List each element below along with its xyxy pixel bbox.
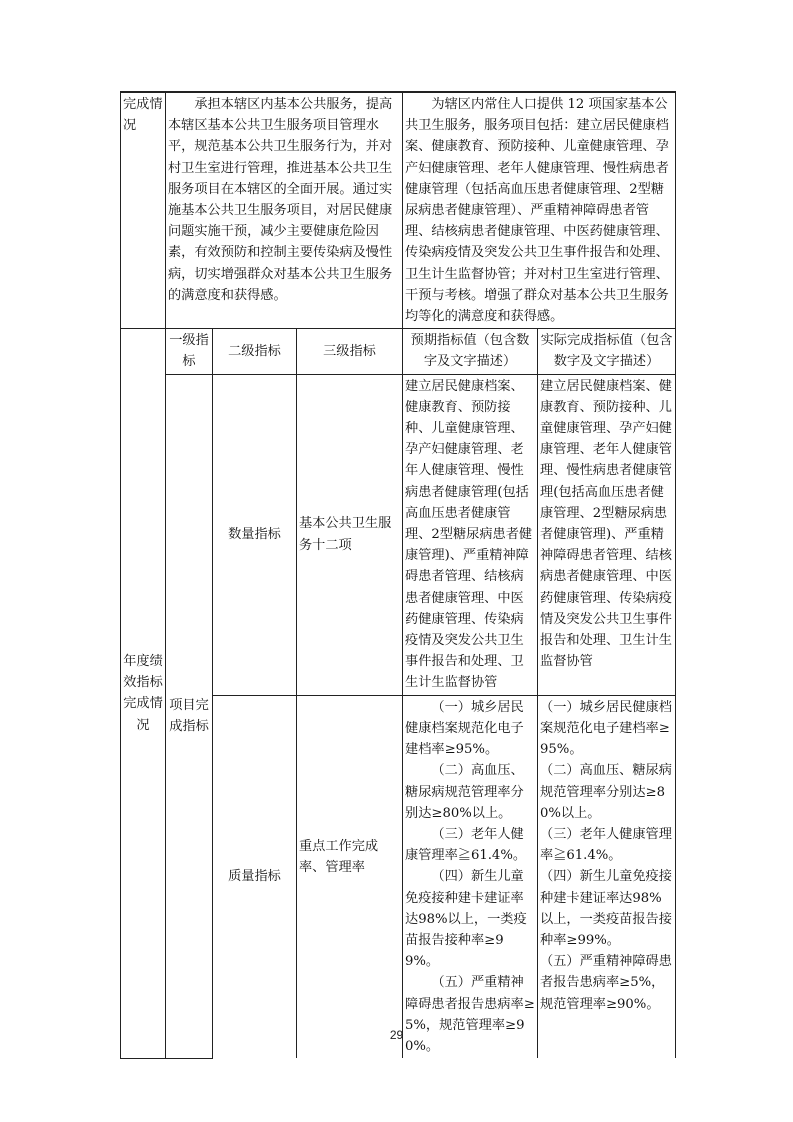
quantity-level3: 基本公共卫生服务十二项	[297, 374, 403, 695]
page-number: 29	[389, 1028, 404, 1042]
quantity-row	[121, 374, 676, 695]
indicator-header-row	[121, 329, 676, 374]
quantity-actual: 建立居民健康档案、健康教育、预防接种、儿童健康管理、孕产妇健康管理、老年人健康管理、慢性病患者健康管理(包括高血压患者健康管理、2型糖尿病患者健康管理)、严重精神障碍患者管理、结核病患者健康管理、中医药健康管理、传染病疫情及突发公共卫生事件报告和处理、卫生计生监督协管	[538, 374, 676, 695]
completion-label: 完成情况	[121, 92, 166, 329]
quality-expected-item: （一）城乡居民健康档案规范化电子建档率≥95%。	[405, 699, 524, 758]
quality-level2: 质量指标	[213, 695, 297, 1058]
header-actual: 实际完成指标值（包含数字及文字描述）	[538, 329, 676, 374]
header-level3: 三级指标	[297, 329, 403, 374]
quality-expected-item: （五）严重精神障碍患者报告患病率≥5%，规范管理率≥90%。	[405, 975, 535, 1054]
completion-target-text: 承担本辖区内基本公共服务，提高本辖区基本公共卫生服务项目管理水平，规范基本公共卫生服务行为，并对村卫生室进行管理，推进基本公共卫生服务项目在本辖区的全面开展。通过实施基本公共卫生服务项目，对居民健康问题实施干预，减少主要健康危险因素，有效预防和控制主要传染病及慢性病，切实增强群众对基本公共卫生服务的满意度和获得感。	[166, 92, 403, 329]
performance-table	[120, 91, 676, 1059]
completion-actual-text: 为辖区内常住人口提供 12 项国家基本公共卫生服务，服务项目包括：建立居民健康档案、健康教育、预防接种、儿童健康管理、孕产妇健康管理、老年人健康管理、慢性病患者健康管理（包括高血压患者健康管理、2型糖尿病患者健康管理）、严重精神障碍患者管理、结核病患者健康管理、中医药健康管理、传染病疫情及突发公共卫生事件报告和处理、卫生计生监督协管；并对村卫生室进行管理、干预与考核。增强了群众对基本公共卫生服务均等化的满意度和获得感。	[403, 92, 676, 329]
indicator-section-label: 年度绩效指标完成情况	[121, 329, 166, 1058]
quantity-level2: 数量指标	[213, 374, 297, 695]
quality-expected-item: （三）老年人健康管理率≧61.4%。	[405, 826, 527, 864]
quality-expected	[403, 695, 538, 1058]
quality-actual-item: （三）老年人健康管理率≧61.4%。	[540, 826, 672, 864]
quality-actual	[538, 695, 676, 1058]
header-level2: 二级指标	[213, 329, 297, 374]
header-expected: 预期指标值（包含数字及文字描述）	[403, 329, 538, 374]
completion-row	[121, 92, 676, 329]
quality-expected-item: （二）高血压、糖尿病规范管理率分别达≥80%以上。	[405, 763, 524, 821]
quality-actual-item: （五）严重精神障碍患者报告患病率≥5%，规范管理率≥90%。	[540, 954, 672, 1012]
quantity-expected: 建立居民健康档案、健康教育、预防接种、儿童健康管理、孕产妇健康管理、老年人健康管理、慢性病患者健康管理(包括高血压患者健康管理、2型糖尿病患者健康管理)、严重精神障碍患者管理、结核病患者健康管理、中医药健康管理、传染病疫情及突发公共卫生事件报告和处理、卫生计生监督协管	[403, 374, 538, 695]
quality-expected-item: （四）新生儿童免疫接种建卡建证率达98%以上，一类疫苗报告接种率≥99%。	[405, 869, 527, 970]
header-level1: 一级指标	[166, 329, 213, 374]
quality-actual-item: （四）新生儿童免疫接种建卡建证率达98%以上，一类疫苗报告接种率≥99%。	[540, 869, 672, 948]
quality-level3: 重点工作完成率、管理率	[297, 695, 403, 1058]
quality-actual-item: （二）高血压、糖尿病规范管理率分别达≥80%以上。	[540, 763, 672, 821]
quality-actual-item: （一）城乡居民健康档案规范化电子建档率≥95%。	[540, 699, 672, 758]
level1-value: 项目完成指标	[166, 374, 213, 1058]
